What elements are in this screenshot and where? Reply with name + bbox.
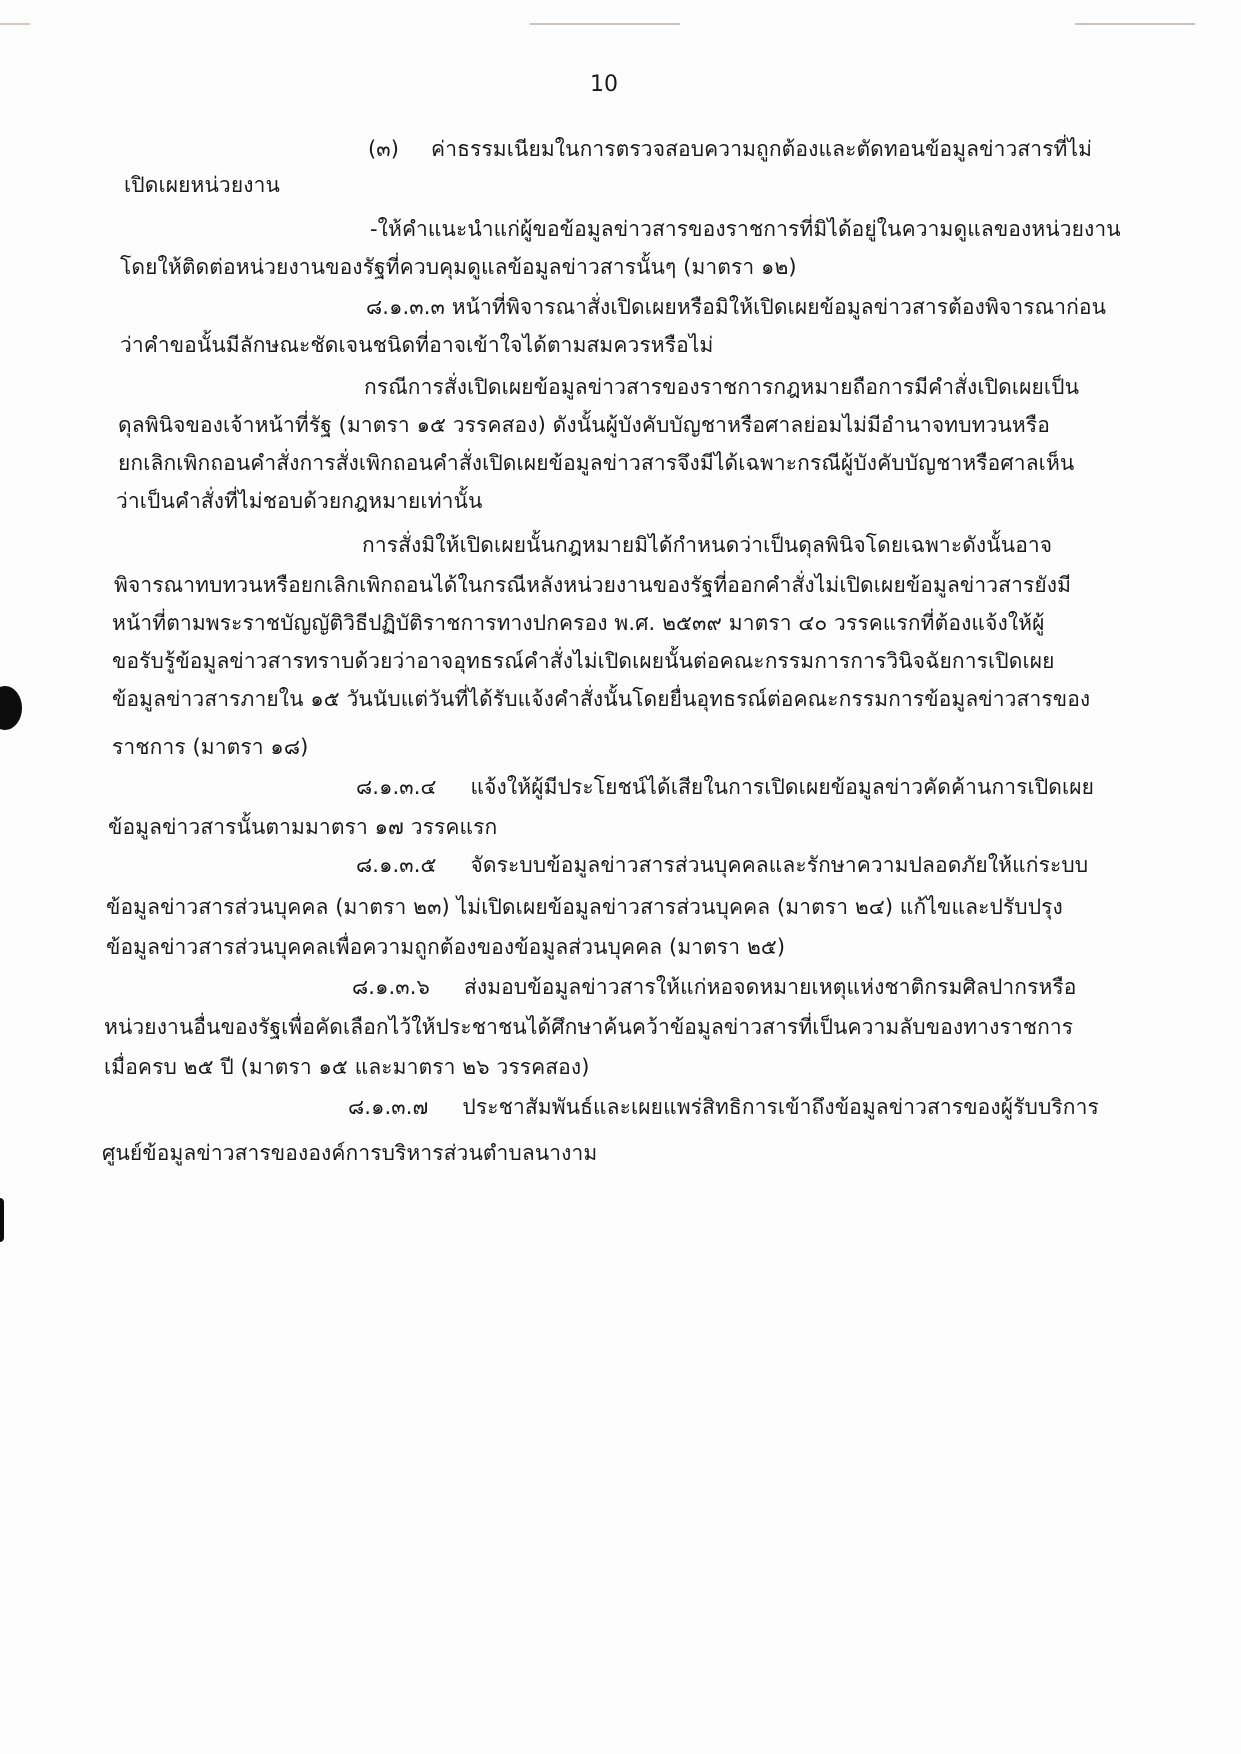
- paragraph-line: หน้าที่ตามพระราชบัญญัติวิธีปฏิบัติราชการทางปกครอง พ.ศ. ๒๕๓๙ มาตรา ๔๐ วรรคแรกที่ต้องแจ้งให้ผู้: [112, 611, 1045, 635]
- paragraph-line: ข้อมูลข่าวสารภายใน ๑๕ วันนับแต่วันที่ได้รับแจ้งคำสั่งนั้นโดยยื่นอุทธรณ์ต่อคณะกรรมการข้อมูลข่าวสารของ: [112, 687, 1091, 711]
- paragraph-line: กรณีการสั่งเปิดเผยข้อมูลข่าวสารของราชการกฎหมายถือการมีคำสั่งเปิดเผยเป็น: [364, 375, 1080, 399]
- paragraph-line: ว่าคำขอนั้นมีลักษณะชัดเจนชนิดที่อาจเข้าใจได้ตามสมควรหรือไม่: [120, 333, 714, 357]
- paragraph-line: โดยให้ติดต่อหน่วยงานของรัฐที่ควบคุมดูแลข้อมูลข่าวสารนั้นๆ (มาตรา ๑๒): [120, 255, 797, 279]
- paragraph-line: พิจารณาทบทวนหรือยกเลิกเพิกถอนได้ในกรณีหลังหน่วยงานของรัฐที่ออกคำสั่งไม่เปิดเผยข้อมูลข่าวสารยังมี: [114, 573, 1072, 597]
- paragraph-line: ข้อมูลข่าวสารนั้นตามมาตรา ๑๗ วรรคแรก: [108, 815, 498, 839]
- section-heading: ๘.๑.๓.๓ หน้าที่พิจารณาสั่งเปิดเผยหรือมิให้เปิดเผยข้อมูลข่าวสารต้องพิจารณาก่อน: [366, 295, 1107, 319]
- paragraph-line: เปิดเผยหน่วยงาน: [124, 173, 280, 197]
- paragraph-line: -ให้คำแนะนำแก่ผู้ขอข้อมูลข่าวสารของราชการที่มิได้อยู่ในความดูแลของหน่วยงาน: [370, 217, 1121, 241]
- item-number: ๘.๑.๓.๖: [352, 975, 430, 999]
- paragraph-line: เมื่อครบ ๒๕ ปี (มาตรา ๑๕ และมาตรา ๒๖ วรรคสอง): [104, 1055, 590, 1079]
- scan-edge-mark: [0, 23, 30, 25]
- item-number: ๘.๑.๓.๔: [356, 775, 437, 799]
- paragraph-line: ดุลพินิจของเจ้าหน้าที่รัฐ (มาตรา ๑๕ วรรคสอง) ดังนั้นผู้บังคับบัญชาหรือศาลย่อมไม่มีอำนาจทบทวนหรือ: [118, 413, 1050, 437]
- paragraph-line: ข้อมูลข่าวสารส่วนบุคคล (มาตรา ๒๓) ไม่เปิดเผยข้อมูลข่าวสารส่วนบุคคล (มาตรา ๒๔) แก้ไขและปรับปรุง: [106, 895, 1063, 919]
- section-heading: ๘.๑.๓.๗ ประชาสัมพันธ์และเผยแพร่สิทธิการเข้าถึงข้อมูลข่าวสารของผู้รับบริการ: [348, 1095, 1099, 1119]
- paragraph-line: ศูนย์ข้อมูลข่าวสารขององค์การบริหารส่วนตำบลนางาม: [102, 1141, 598, 1165]
- paragraph-line: หน่วยงานอื่นของรัฐเพื่อคัดเลือกไว้ให้ประชาชนได้ศึกษาค้นคว้าข้อมูลข่าวสารที่เป็นความลับของทางราชการ: [104, 1015, 1074, 1039]
- paragraph-line: ราชการ (มาตรา ๑๘): [112, 735, 309, 759]
- paragraph-line: ว่าเป็นคำสั่งที่ไม่ชอบด้วยกฎหมายเท่านั้น: [116, 489, 483, 513]
- paragraph-line: ยกเลิกเพิกถอนคำสั่งการสั่งเพิกถอนคำสั่งเปิดเผยข้อมูลข่าวสารจึงมีได้เฉพาะกรณีผู้บังคับบัญชาหรือศาลเห็น: [118, 451, 1075, 475]
- scan-edge-mark: [530, 23, 680, 25]
- paragraph-line: ขอรับรู้ข้อมูลข่าวสารทราบด้วยว่าอาจอุทธรณ์คำสั่งไม่เปิดเผยนั้นต่อคณะกรรมการการวินิจฉัยการเปิดเผย: [112, 649, 1055, 673]
- section-heading: ๘.๑.๓.๖ ส่งมอบข้อมูลข่าวสารให้แก่หอจดหมายเหตุแห่งชาติกรมศิลปากรหรือ: [352, 975, 1077, 999]
- item-number: ๘.๑.๓.๕: [356, 853, 437, 877]
- paragraph-line: การสั่งมิให้เปิดเผยนั้นกฎหมายมิได้กำหนดว่าเป็นดุลพินิจโดยเฉพาะดังนั้นอาจ: [362, 533, 1053, 557]
- section-heading: ๘.๑.๓.๔ แจ้งให้ผู้มีประโยชน์ได้เสียในการเปิดเผยข้อมูลข่าวคัดค้านการเปิดเผย: [356, 775, 1095, 799]
- punch-hole: [0, 1198, 4, 1242]
- scan-edge-mark: [1075, 23, 1195, 25]
- paragraph-line: (๓) ค่าธรรมเนียมในการตรวจสอบความถูกต้องและตัดทอนข้อมูลข่าวสารที่ไม่: [368, 137, 1093, 161]
- item-number: (๓): [368, 137, 400, 161]
- section-heading: ๘.๑.๓.๕ จัดระบบข้อมูลข่าวสารส่วนบุคคลและรักษาความปลอดภัยให้แก่ระบบ: [356, 853, 1089, 877]
- punch-hole: [0, 686, 22, 730]
- paragraph-line: ข้อมูลข่าวสารส่วนบุคคลเพื่อความถูกต้องของข้อมูลส่วนบุคคล (มาตรา ๒๕): [106, 935, 786, 959]
- page-number: 10: [590, 72, 618, 97]
- item-number: ๘.๑.๓.๗: [348, 1095, 429, 1119]
